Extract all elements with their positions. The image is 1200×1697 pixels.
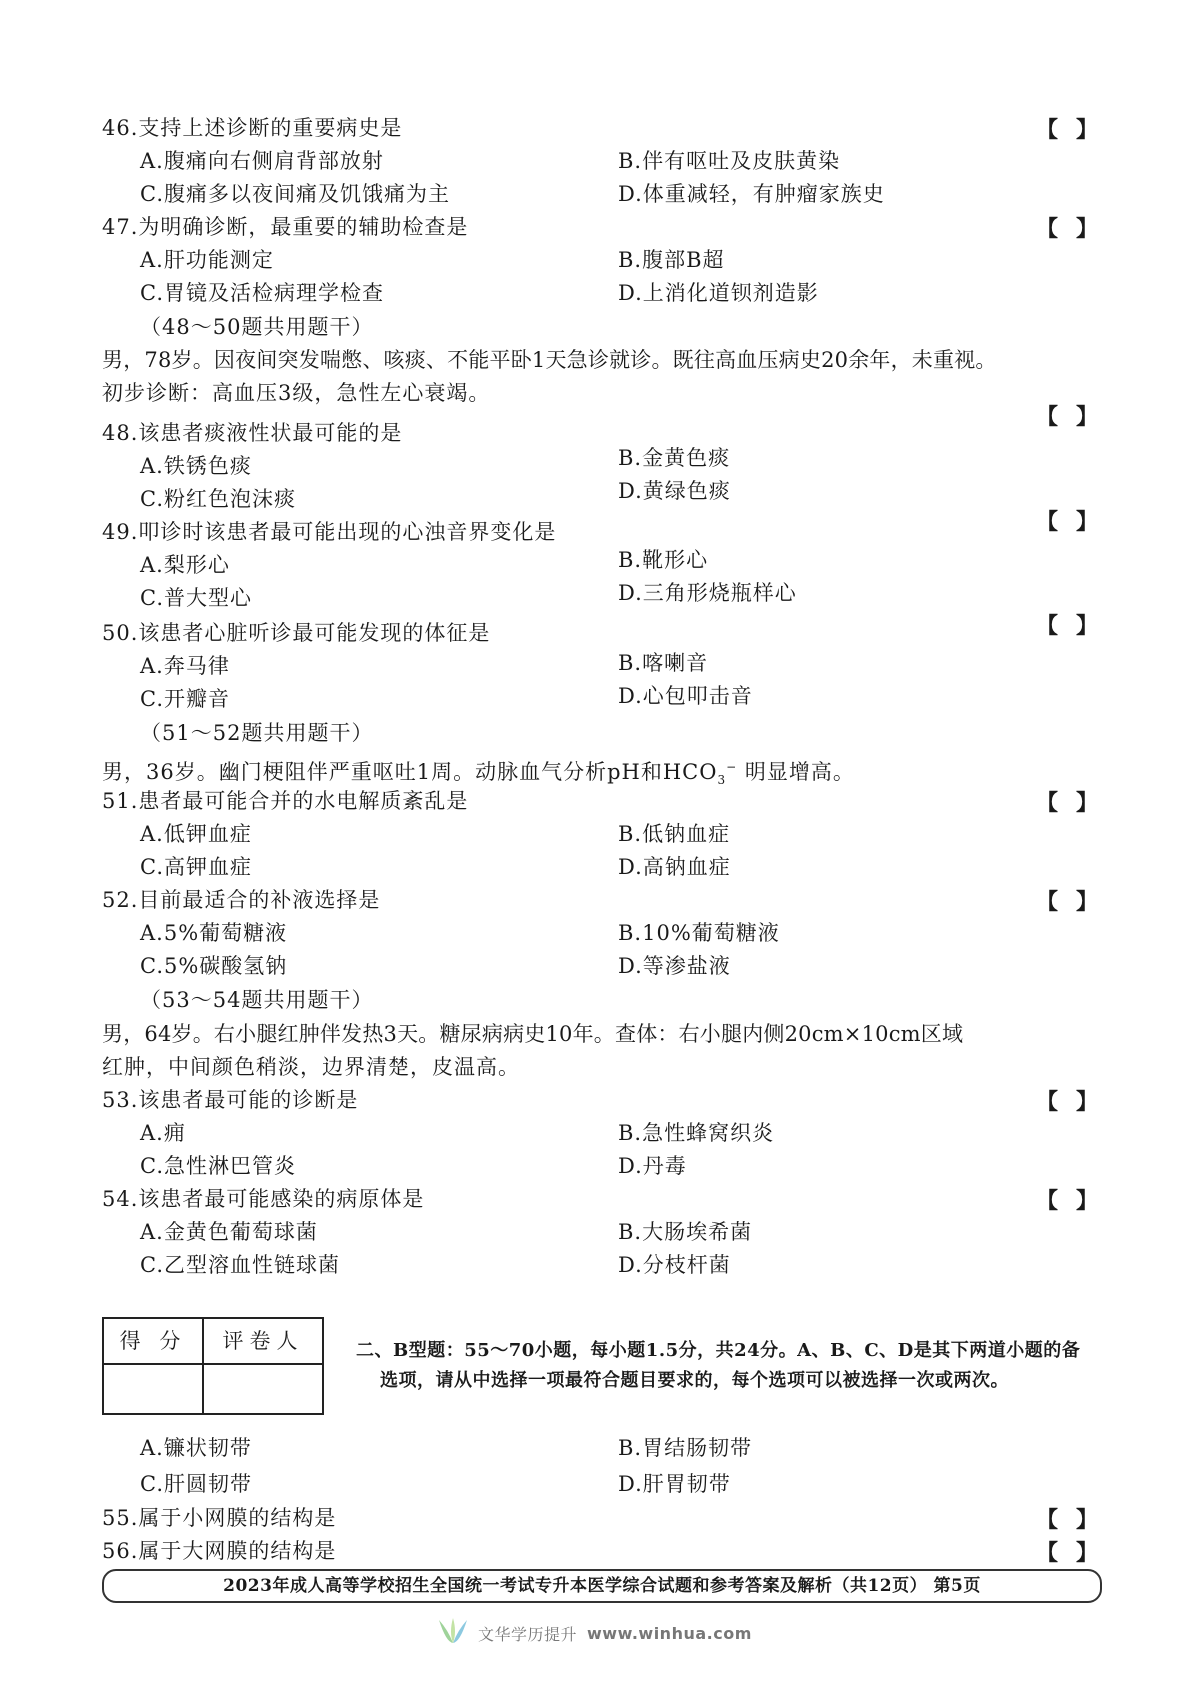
- b-option-c: C.肝圆韧带: [140, 1472, 252, 1496]
- group-51-52-case-end: 明显增高。: [744, 760, 855, 784]
- question-54-stem: 54.该患者最可能感染的病原体是: [102, 1187, 425, 1211]
- question-48-stem: 48.该患者痰液性状最可能的是: [102, 421, 403, 445]
- leaf-logo-icon: [436, 1616, 470, 1650]
- question-47-stem: 47.为明确诊断，最重要的辅助检查是: [102, 215, 469, 239]
- q47-option-a: A.肝功能测定: [140, 248, 274, 272]
- score-box-divider-h: [104, 1363, 322, 1365]
- question-50-stem: 50.该患者心脏听诊最可能发现的体征是: [102, 621, 491, 645]
- q49-option-c: C.普大型心: [140, 586, 252, 610]
- watermark-url[interactable]: www.winhua.com: [587, 1623, 752, 1643]
- q47-option-b: B.腹部B超: [618, 248, 725, 272]
- q51-option-a: A.低钾血症: [140, 822, 252, 846]
- answer-bracket-51: [1036, 786, 1098, 817]
- answer-bracket-54: [1036, 1184, 1098, 1215]
- score-box: [102, 1317, 324, 1415]
- q53-option-b: B.急性蜂窝织炎: [618, 1121, 775, 1145]
- answer-bracket-56: [1036, 1536, 1098, 1567]
- score-label: 得 分: [119, 1329, 187, 1353]
- question-53-stem: 53.该患者最可能的诊断是: [102, 1088, 359, 1112]
- group-53-54-case-line2: 红肿，中间颜色稍淡，边界清楚，皮温高。: [102, 1055, 520, 1079]
- answer-bracket-50: [1036, 609, 1098, 640]
- question-52-stem: 52.目前最适合的补液选择是: [102, 888, 381, 912]
- q52-option-a: A.5%葡萄糖液: [140, 921, 288, 945]
- question-55-stem: 55.属于小网膜的结构是: [102, 1506, 337, 1530]
- answer-bracket-53: [1036, 1085, 1098, 1116]
- b-option-d: D.肝胃韧带: [618, 1472, 731, 1496]
- q54-option-d: D.分枝杆菌: [618, 1253, 731, 1277]
- group-53-54-case-line1: 男，64岁。右小腿红肿伴发热3天。糖尿病病史10年。查体：右小腿内侧20cm×10cm区域: [102, 1022, 964, 1046]
- q51-option-c: C.高钾血症: [140, 855, 252, 879]
- footer-text: 2023年成人高等学校招生全国统一考试专升本医学综合试题和参考答案及解析（共12页） 第5页: [223, 1576, 981, 1596]
- q48-option-a: A.铁锈色痰: [140, 454, 252, 478]
- q50-option-a: A.奔马律: [140, 654, 230, 678]
- b-option-b: B.胃结肠韧带: [618, 1436, 753, 1460]
- group-48-50-heading: （48～50题共用题干）: [140, 315, 374, 339]
- q54-option-a: A.金黄色葡萄球菌: [140, 1220, 318, 1244]
- hco3-charge: −: [726, 760, 738, 774]
- question-49-stem: 49.叩诊时该患者最可能出现的心浊音界变化是: [102, 520, 557, 544]
- q50-option-c: C.开瓣音: [140, 687, 230, 711]
- hco3-subscript: 3: [717, 773, 727, 788]
- answer-bracket-52: [1036, 885, 1098, 916]
- q53-option-d: D.丹毒: [618, 1154, 687, 1178]
- q46-option-c: C.腹痛多以夜间痛及饥饿痛为主: [140, 182, 450, 206]
- answer-bracket-47: [1036, 212, 1098, 243]
- q53-option-c: C.急性淋巴管炎: [140, 1154, 296, 1178]
- group-51-52-heading: （51～52题共用题干）: [140, 721, 374, 745]
- q52-option-c: C.5%碳酸氢钠: [140, 954, 288, 978]
- answer-bracket-46: [1036, 113, 1098, 144]
- q54-option-b: B.大肠埃希菌: [618, 1220, 753, 1244]
- q49-option-d: D.三角形烧瓶样心: [618, 581, 797, 605]
- question-46-stem: 46.支持上述诊断的重要病史是: [102, 116, 403, 140]
- q51-option-b: B.低钠血症: [618, 822, 731, 846]
- q53-option-a: A.痈: [140, 1121, 186, 1145]
- q46-option-d: D.体重减轻，有肿瘤家族史: [618, 182, 885, 206]
- q46-option-b: B.伴有呕吐及皮肤黄染: [618, 149, 841, 173]
- q51-option-d: D.高钠血症: [618, 855, 731, 879]
- question-56-stem: 56.属于大网膜的结构是: [102, 1539, 337, 1563]
- answer-bracket-55: [1036, 1503, 1098, 1534]
- section-b-heading-line2: 选项，请从中选择一项最符合题目要求的，每个选项可以被选择一次或两次。: [380, 1370, 1009, 1391]
- q48-option-c: C.粉红色泡沫痰: [140, 487, 296, 511]
- section-b-heading-line1: 二、B型题：55～70小题，每小题1.5分，共24分。A、B、C、D是其下两道小题的备: [356, 1340, 1081, 1361]
- q48-option-d: D.黄绿色痰: [618, 479, 731, 503]
- group-48-50-case-line1: 男，78岁。因夜间突发喘憋、咳痰、不能平卧1天急诊就诊。既往高血压病史20余年，未重视。: [102, 348, 997, 372]
- b-option-a: A.镰状韧带: [140, 1436, 252, 1460]
- q47-option-c: C.胃镜及活检病理学检查: [140, 281, 384, 305]
- page-footer: [102, 1569, 1102, 1603]
- q49-option-b: B.靴形心: [618, 548, 709, 572]
- q50-option-d: D.心包叩击音: [618, 684, 753, 708]
- q50-option-b: B.喀喇音: [618, 651, 709, 675]
- q54-option-c: C.乙型溶血性链球菌: [140, 1253, 340, 1277]
- question-51-stem: 51.患者最可能合并的水电解质紊乱是: [102, 789, 469, 813]
- score-box-divider-v: [202, 1319, 204, 1413]
- watermark-brand: 文华学历提升: [478, 1624, 578, 1644]
- q46-option-a: A.腹痛向右侧肩背部放射: [140, 149, 384, 173]
- q48-option-b: B.金黄色痰: [618, 446, 731, 470]
- watermark: [436, 1616, 752, 1650]
- group-51-52-case-text: 男，36岁。幽门梗阻伴严重呕吐1周。动脉血气分析pH和HCO: [102, 760, 718, 784]
- group-48-50-case-line2: 初步诊断：高血压3级，急性左心衰竭。: [102, 381, 491, 405]
- q52-option-d: D.等渗盐液: [618, 954, 731, 978]
- answer-bracket-49: [1036, 505, 1098, 536]
- q52-option-b: B.10%葡萄糖液: [618, 921, 780, 945]
- q49-option-a: A.梨形心: [140, 553, 230, 577]
- answer-bracket-48: [1036, 400, 1098, 431]
- grader-label: 评卷人: [222, 1329, 304, 1353]
- group-53-54-heading: （53～54题共用题干）: [140, 988, 374, 1012]
- q47-option-d: D.上消化道钡剂造影: [618, 281, 819, 305]
